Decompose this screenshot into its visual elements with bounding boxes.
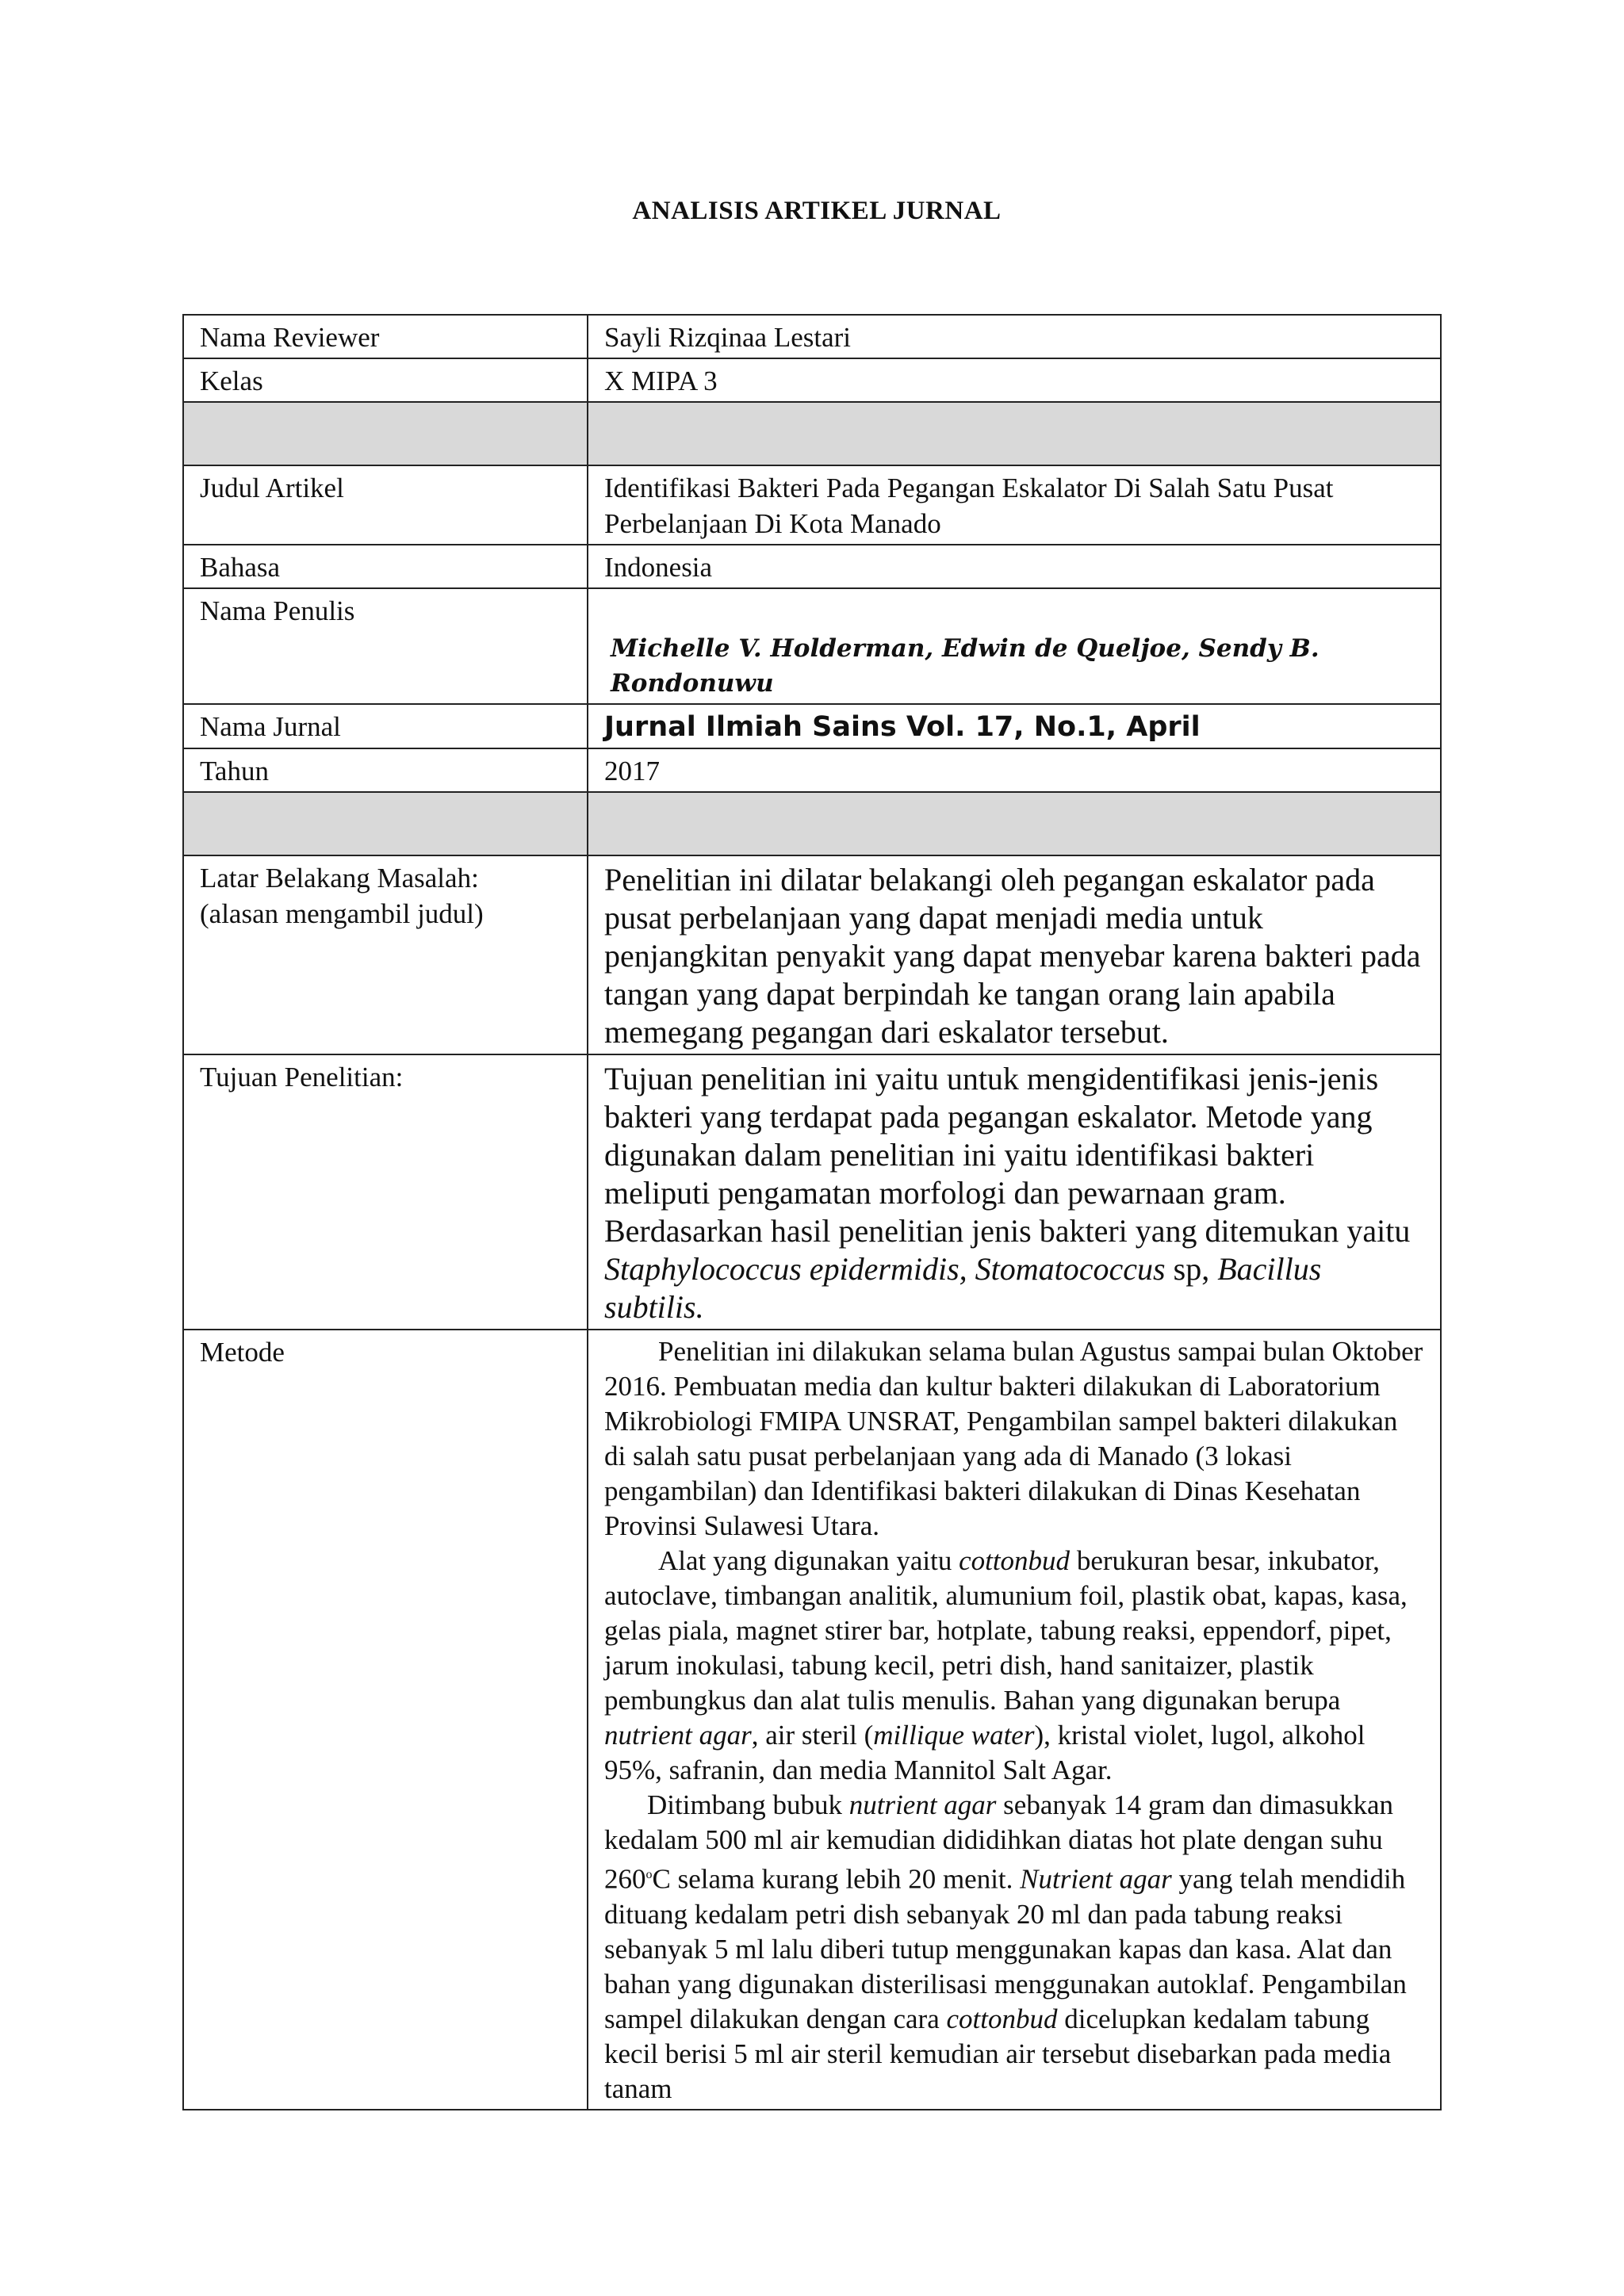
metode-p2-nutrient-agar: nutrient agar [604, 1720, 752, 1751]
latar-value: Penelitian ini dilatar belakangi oleh pegangan eskalator pada pusat perbelanjaan yang dapat menjadi media untuk penjangkitan penyakit yang dapat menyebar karena bakteri pada tangan yang dapat berpindah ke tangan orang lain apabila memegang pegangan dari eskalator tersebut. [588, 855, 1441, 1054]
reviewer-value: Sayli Rizqinaa Lestari [588, 315, 1441, 358]
metode-p2-cottonbud: cottonbud [959, 1545, 1071, 1576]
table-row [183, 748, 1441, 792]
tahun-label: Tahun [183, 748, 588, 792]
review-table [182, 314, 1442, 2110]
tujuan-species-1: Staphylococcus epidermidis, Stomatococcus [604, 1251, 1166, 1287]
table-row [183, 358, 1441, 402]
metode-p2-text-a: Alat yang digunakan yaitu [658, 1545, 952, 1576]
penulis-value: Michelle V. Holderman, Edwin de Queljoe, Sendy B. Rondonuwu [611, 634, 1320, 698]
bahasa-label: Bahasa [183, 545, 588, 588]
table-row [183, 1054, 1441, 1330]
kelas-label: Kelas [183, 358, 588, 402]
metode-p3-text-a: Ditimbang bubuk [647, 1789, 842, 1820]
tahun-value: 2017 [588, 748, 1441, 792]
separator-row [183, 792, 1441, 855]
metode-p2-text-d: ), kristal violet, lugol, alkohol 95%, safranin, dan media Mannitol Salt Agar. [604, 1720, 1365, 1785]
latar-label-line2: (alasan mengambil judul) [200, 898, 484, 929]
metode-p2-millique-water: millique water [873, 1720, 1035, 1751]
table-row [183, 855, 1441, 1054]
metode-p3-nutrient-agar-2: Nutrient agar [1020, 1863, 1172, 1895]
kelas-value: X MIPA 3 [588, 358, 1441, 402]
metode-paragraph-2 [604, 1544, 1426, 1788]
table-row [183, 1330, 1441, 2110]
metode-p3-cottonbud: cottonbud [946, 2003, 1058, 2034]
page-title: ANALISIS ARTIKEL JURNAL [632, 197, 1002, 225]
metode-p3-text-c: C selama kurang lebih 20 menit. [652, 1863, 1013, 1895]
metode-p3-nutrient-agar: nutrient agar [848, 1789, 997, 1820]
tujuan-species-sp: sp, [1173, 1251, 1210, 1287]
tujuan-label: Tujuan Penelitian: [183, 1054, 588, 1330]
latar-label-line1: Latar Belakang Masalah: [200, 863, 479, 894]
table-row [183, 545, 1441, 588]
table-row [183, 588, 1441, 704]
tujuan-species-2: Bacillus subtilis. [604, 1251, 1322, 1325]
table-row [183, 704, 1441, 748]
metode-p2-text-b: berukuran besar, inkubator, autoclave, timbangan analitik, alumunium foil, plastik obat, kapas, kasa, gelas piala, magnet stirer bar, hotplate, tabung reaksi, eppendorf, pipet, jarum inokulasi, tabung kecil, petri dish, hand sanitaizer, plastik pembungkus dan alat tulis menulis. Bahan yang digunakan berupa [604, 1545, 1408, 1716]
metode-p3-text-e: dicelupkan kedalam tabung kecil berisi 5 ml air steril kemudian air tersebut disebarkan pada media tanam [604, 2003, 1392, 2104]
jurnal-value: Jurnal Ilmiah Sains Vol. 17, No.1, April [604, 711, 1201, 743]
metode-paragraph-1: Penelitian ini dilakukan selama bulan Agustus sampai bulan Oktober 2016. Pembuatan media dan kultur bakteri dilakukan di Laboratorium Mikrobiologi FMIPA UNSRAT, Pengambilan sampel bakteri dilakukan di salah satu pusat perbelanjaan yang ada di Manado (3 lokasi pengambilan) dan Identifikasi bakteri dilakukan di Dinas Kesehatan Provinsi Sulawesi Utara. [604, 1336, 1423, 1541]
bahasa-value: Indonesia [588, 545, 1441, 588]
penulis-label: Nama Penulis [183, 588, 588, 704]
separator-row [183, 402, 1441, 465]
metode-paragraph-3 [604, 1788, 1426, 2107]
metode-label: Metode [183, 1330, 588, 2110]
metode-p3-text-b: sebanyak 14 gram dan dimasukkan kedalam 500 ml air kemudian dididihkan diatas hot plate dengan suhu 260 [604, 1789, 1393, 1895]
tujuan-text: Tujuan penelitian ini yaitu untuk mengidentifikasi jenis-jenis bakteri yang terdapat pada pegangan eskalator. Metode yang digunakan dalam penelitian ini yaitu identifikasi bakteri meliputi pengamatan morfologi dan pewarnaan gram. Berdasarkan hasil penelitian jenis bakteri yang ditemukan yaitu [604, 1061, 1411, 1249]
degree-symbol: o [645, 1868, 653, 1881]
judul-label: Judul Artikel [183, 465, 588, 545]
table-row [183, 315, 1441, 358]
table-row [183, 465, 1441, 545]
metode-p3-text-d: yang telah mendidih dituang kedalam petri dish sebanyak 20 ml dan pada tabung reaksi sebanyak 5 ml lalu diberi tutup menggunakan kapas dan kasa. Alat dan bahan yang digunakan disterilisasi menggunakan autoklaf. Pengambilan sampel dilakukan dengan cara [604, 1863, 1407, 2034]
metode-p2-text-c: , air steril ( [751, 1720, 874, 1751]
judul-value: Identifikasi Bakteri Pada Pegangan Eskalator Di Salah Satu Pusat Perbelanjaan Di Kota Manado [588, 465, 1441, 545]
reviewer-label: Nama Reviewer [183, 315, 588, 358]
jurnal-label: Nama Jurnal [183, 704, 588, 748]
